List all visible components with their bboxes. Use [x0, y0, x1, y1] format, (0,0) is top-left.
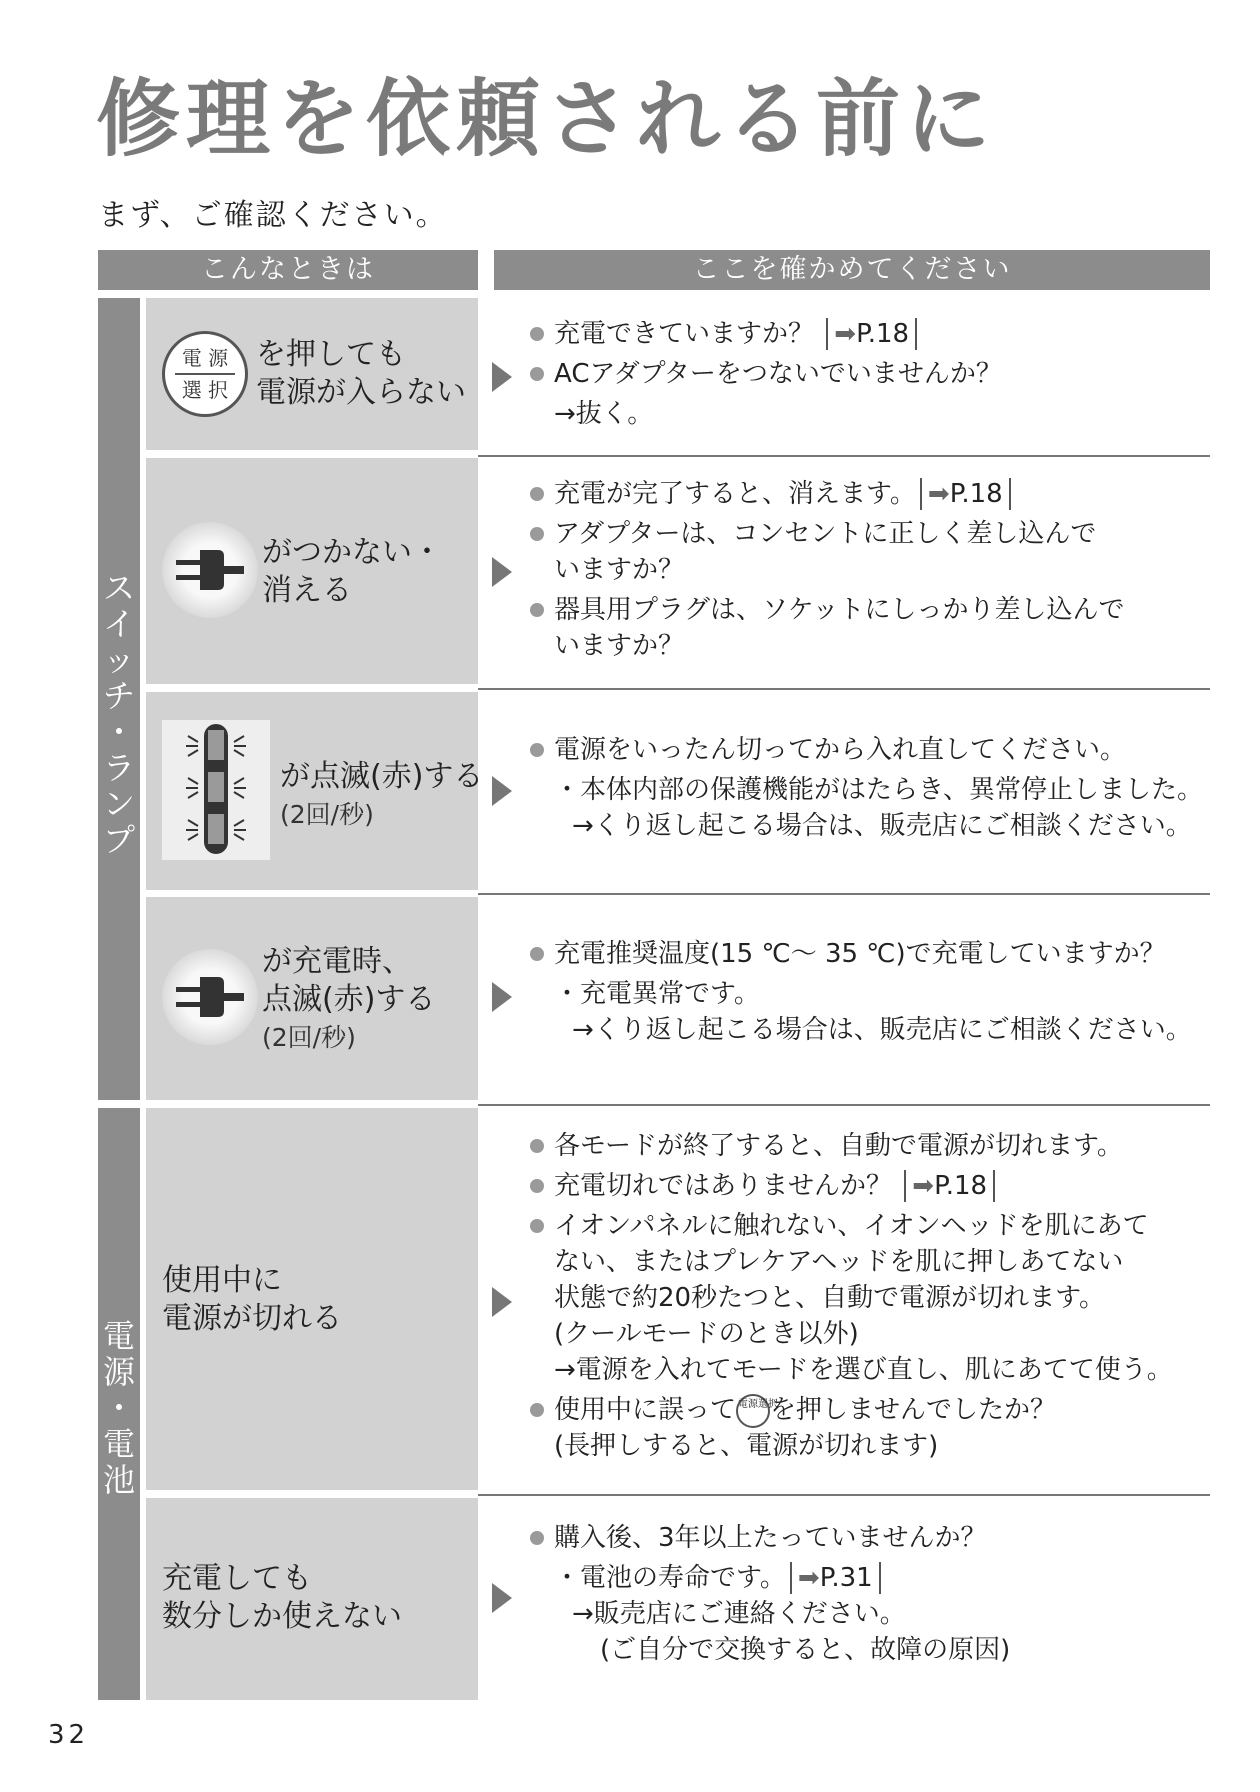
check-text-cont: (ご自分で交換すると、故障の原因) — [600, 1635, 1011, 1665]
condition-line: 電源が入らない — [256, 375, 466, 410]
reference-arrow-icon: ➡ — [834, 319, 857, 349]
row-separator — [478, 893, 1210, 895]
check-text: 器具用プラグは、ソケットにしっかり差し込んで — [554, 595, 1125, 625]
condition-text — [262, 534, 442, 610]
header-check: ここを確かめてください — [494, 250, 1210, 290]
check-item — [528, 1168, 1218, 1204]
check-action: →くり返し起こる場合は、販売店にご相談ください。 — [572, 811, 1192, 841]
check-item: 各モードが終了すると、自動で電源が切れます。 — [528, 1128, 1218, 1164]
check-item: ACアダプターをつないでいませんか？ — [528, 356, 1218, 392]
page-number: 32 — [48, 1720, 90, 1750]
arrow-right-icon — [492, 982, 512, 1012]
check-text: 使用中に誤って — [554, 1395, 737, 1425]
plug-icon-graphic — [162, 949, 258, 1045]
check-list — [528, 476, 1218, 664]
reference-page: P.31 — [819, 1563, 873, 1593]
condition-line: 数分しか使えない — [162, 1599, 402, 1634]
group-char: ス — [102, 569, 135, 607]
condition-text — [280, 758, 483, 834]
group-char: チ — [102, 677, 135, 715]
lamp-indicator-graphic — [162, 720, 270, 860]
check-note: ・本体内部の保護機能がはたらき、異常停止しました。 — [554, 775, 1203, 805]
check-list — [528, 1520, 1218, 1668]
condition-line: が充電時、 — [262, 944, 412, 979]
check-item — [528, 316, 1218, 352]
plug-icon-graphic — [162, 522, 258, 618]
arrow-right-icon — [492, 776, 512, 806]
arrow-right-icon — [492, 362, 512, 392]
group-char: 電 — [102, 1425, 135, 1463]
check-note — [528, 1560, 1218, 1596]
group-char: ラ — [102, 749, 135, 787]
condition-line: を押しても — [256, 337, 406, 372]
check-action: →抜く。 — [554, 399, 654, 429]
condition-line: 充電しても — [162, 1561, 312, 1596]
check-text-cont: いますか？ — [554, 631, 685, 661]
check-text: 充電できていますか？ — [554, 319, 815, 349]
page-reference — [826, 318, 917, 350]
check-list — [528, 316, 1218, 432]
condition-line: 使用中に — [162, 1263, 282, 1298]
check-text-cont: (クールモードのとき以外) — [554, 1319, 859, 1349]
row-separator — [478, 1494, 1210, 1496]
power-select-button-icon — [162, 331, 248, 417]
condition-text — [162, 1262, 342, 1338]
condition-text — [162, 1560, 402, 1636]
check-item — [528, 516, 1218, 552]
reference-arrow-icon: ➡ — [912, 1171, 935, 1201]
condition-cell-power-button — [146, 298, 478, 450]
check-action: →販売店にご連絡ください。 — [572, 1599, 906, 1629]
group-switch-lamp — [98, 298, 140, 1100]
arrow-right-icon — [492, 557, 512, 587]
reference-page: P.18 — [934, 1171, 988, 1201]
reference-arrow-icon: ➡ — [797, 1563, 820, 1593]
check-text: 充電が完了すると、消えます。 — [554, 479, 916, 509]
check-text-cont: いますか？ — [554, 555, 685, 585]
group-char: プ — [102, 821, 135, 859]
group-char: 源 — [102, 1353, 135, 1391]
group-char: ・ — [102, 1389, 135, 1427]
reference-arrow-icon: ➡ — [927, 479, 950, 509]
group-power-battery — [98, 1108, 140, 1700]
check-action: →電源を入れてモードを選び直し、肌にあてて使う。 — [554, 1355, 1173, 1385]
condition-line: がつかない・ — [262, 535, 442, 570]
page-title: 修理を依頼される前に — [96, 70, 997, 168]
intro-text: まず、ご確認ください。 — [98, 198, 448, 233]
check-text: を押しませんでしたか？ — [770, 1395, 1057, 1425]
group-char: ・ — [102, 713, 135, 751]
check-text-cont: (長押しすると、電源が切れます) — [554, 1431, 939, 1461]
icon-label-top: 電 源 — [181, 346, 229, 370]
page-reference — [790, 1562, 881, 1594]
group-char: ン — [102, 785, 135, 823]
condition-cell-power-off — [146, 1108, 478, 1490]
reference-page: P.18 — [856, 319, 910, 349]
check-item: 購入後、3年以上たっていませんか？ — [528, 1520, 1218, 1556]
group-char: ッ — [102, 641, 135, 679]
condition-line: 消える — [262, 573, 352, 608]
group-char: 電 — [102, 1317, 135, 1355]
check-list — [528, 732, 1218, 844]
page-reference — [920, 478, 1011, 510]
row-separator — [478, 1104, 1210, 1106]
group-char: イ — [102, 605, 135, 643]
page-reference — [904, 1170, 995, 1202]
check-item — [528, 592, 1218, 628]
condition-text — [256, 336, 466, 412]
check-note: ・充電異常です。 — [554, 979, 760, 1009]
check-item — [528, 1392, 1218, 1428]
row-separator — [478, 688, 1210, 690]
check-action: →くり返し起こる場合は、販売店にご相談ください。 — [572, 1015, 1192, 1045]
plug-icon — [162, 522, 258, 618]
check-text: 充電切れではありませんか？ — [554, 1171, 893, 1201]
header-condition: こんなときは — [98, 250, 478, 290]
check-text-cont: 状態で約20秒たつと、自動で電源が切れます。 — [554, 1283, 1106, 1313]
lamp-indicator-icon — [162, 720, 270, 860]
icon-divider — [175, 373, 235, 375]
check-item — [528, 476, 1218, 512]
power-select-button-icon: 電源選択 — [736, 1394, 770, 1428]
check-text-cont: ない、またはプレケアヘッドを肌に押しあてない — [554, 1247, 1124, 1277]
icon-label-bottom: 選 択 — [181, 378, 229, 402]
check-item: 充電推奨温度(15 ℃～ 35 ℃)で充電していますか？ — [528, 936, 1218, 972]
condition-cell-charging-lamp — [146, 458, 478, 684]
condition-cell-charge-blink — [146, 897, 478, 1100]
condition-subline: (2回/秒) — [262, 1023, 356, 1052]
condition-cell-short-use — [146, 1498, 478, 1700]
arrow-right-icon — [492, 1287, 512, 1317]
check-list — [528, 1128, 1218, 1464]
reference-page: P.18 — [949, 479, 1003, 509]
check-item: 電源をいったん切ってから入れ直してください。 — [528, 732, 1218, 768]
plug-icon — [162, 949, 258, 1045]
condition-line: 電源が切れる — [162, 1301, 342, 1336]
group-char: 池 — [102, 1461, 135, 1499]
check-text: アダプターは、コンセントに正しく差し込んで — [554, 519, 1097, 549]
row-separator — [478, 455, 1210, 457]
condition-cell-lamp-blink — [146, 692, 484, 890]
check-item: イオンパネルに触れない、イオンヘッドを肌にあて — [528, 1208, 1218, 1244]
condition-line: 点滅(赤)する — [262, 982, 436, 1017]
condition-text — [262, 943, 435, 1057]
check-list — [528, 936, 1218, 1048]
arrow-right-icon — [492, 1583, 512, 1613]
condition-subline: (2回/秒) — [280, 800, 374, 829]
check-text: ・電池の寿命です。 — [554, 1563, 786, 1593]
condition-line: が点滅(赤)する — [280, 759, 484, 794]
